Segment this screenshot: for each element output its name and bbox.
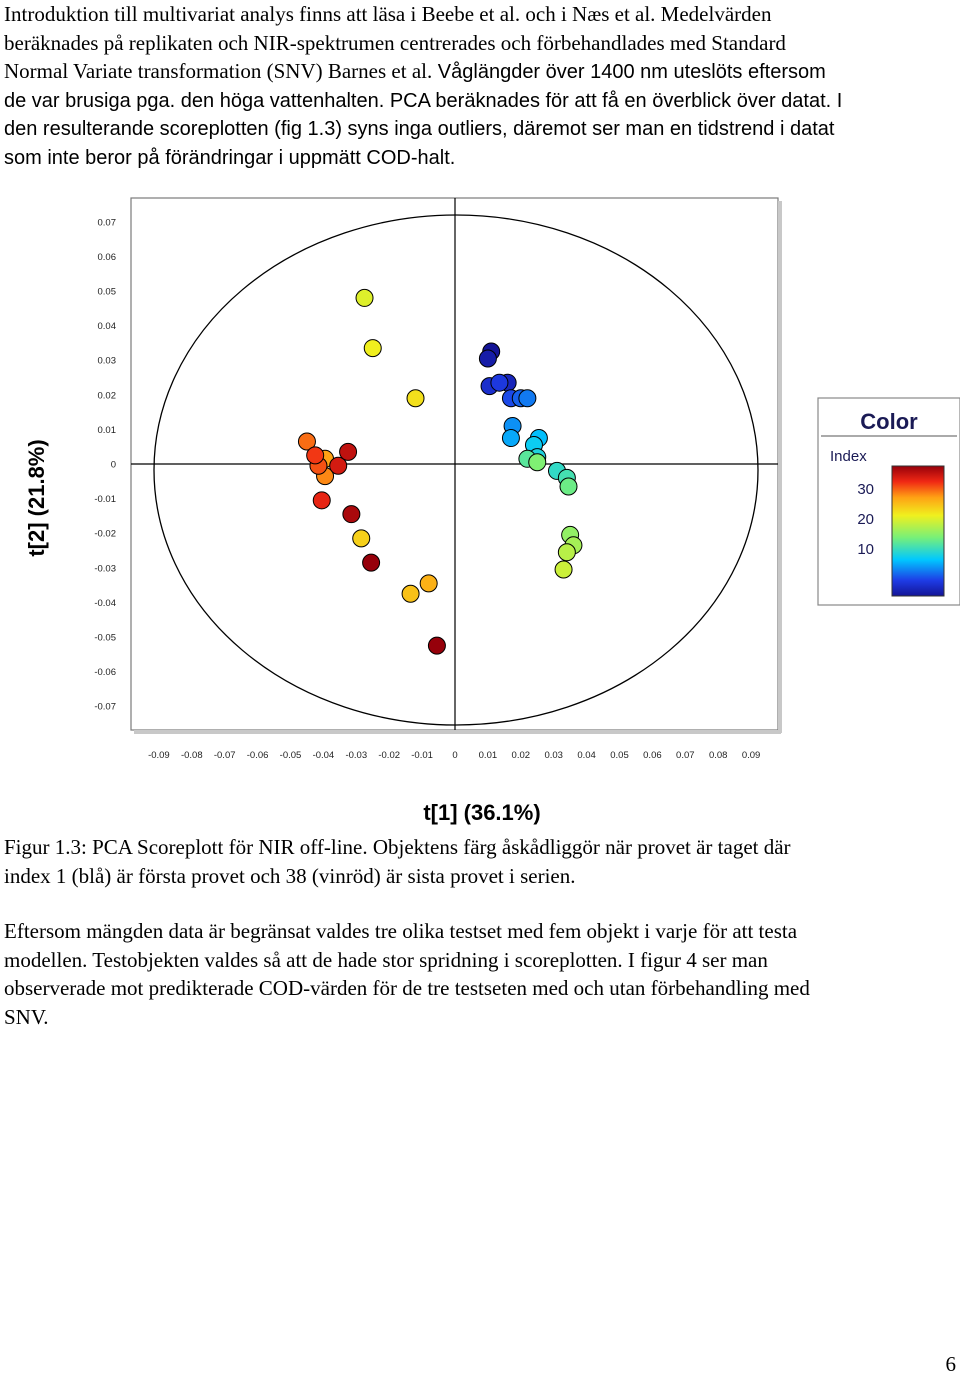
text-line: Introduktion till multivariat analys finns att läsa i Beebe et al. och i Næs et al. Medelvärden [4,2,772,26]
text-fragment: Normal Variate transformation (SNV) Barnes et al. [4,59,433,83]
plot-shadow [778,201,782,733]
y-tick-label: 0 [110,459,116,471]
figure-caption [4,833,954,890]
x-tick-label: 0.05 [610,750,629,761]
x-tick-label: 0.06 [643,750,662,761]
score-point [313,492,330,509]
score-point [529,454,546,471]
score-point [340,443,357,460]
x-tick-label: 0.02 [511,750,531,761]
legend-subtitle: Index [830,448,867,465]
legend-tick-label: 10 [857,541,874,558]
text-line: den resulterande scoreplotten (fig 1.3) syns inga outliers, däremot ser man en tidstrend i datat [4,118,835,140]
text-line: Figur 1.3: PCA Scoreplott för NIR off-line. Objektens färg åskådliggör när provet är taget där [4,835,791,859]
x-tick-label: 0.03 [544,750,563,761]
text-line: observerade mot predikterade COD-värden för de tre testseten med och utan förbehandling med [4,976,810,1000]
legend-tick-label: 30 [857,481,874,498]
x-tick-label: 0 [452,750,458,761]
x-tick-label: 0.08 [708,750,728,761]
y-tick-label: -0.03 [94,563,116,575]
x-tick-label: 0.07 [676,750,695,761]
x-tick-label: -0.05 [279,750,302,761]
text-line: SNV. [4,1004,49,1029]
legend-tick-label: 20 [857,511,874,528]
text-line: de var brusiga pga. den höga vattenhalten. PCA beräknades för att få en överblick över datat. I [4,89,843,112]
legend-color-bar [892,466,944,596]
score-point [491,374,508,391]
text-line [4,57,954,87]
legend-title: Color [860,409,918,434]
body-paragraph [4,917,954,1031]
x-tick-label: -0.07 [213,750,236,761]
x-tick-label: 0.09 [741,750,761,761]
x-axis-label: t[1] (36.1%) [423,800,541,825]
text-line: index 1 (blå) är första provet och 38 (vinröd) är sista provet i serien. [4,863,576,888]
y-tick-label: -0.02 [94,528,116,540]
page-number: 6 [945,1352,956,1376]
score-point [356,289,373,306]
x-tick-label: -0.06 [246,750,269,761]
y-tick-label: 0.03 [97,355,116,367]
plot-shadow [134,730,781,734]
y-tick-label: -0.07 [94,701,116,713]
score-point [307,447,324,464]
score-point [428,637,445,654]
score-point [420,575,437,592]
x-tick-label: -0.03 [345,750,368,761]
score-point [479,350,496,367]
score-point [402,585,419,602]
x-tick-label: 0.01 [478,750,498,761]
y-tick-label: 0.04 [97,321,116,333]
y-tick-label: -0.05 [94,632,116,644]
score-point [502,430,519,447]
y-axis-label: t[2] (21.8%) [24,439,49,557]
y-tick-label: 0.05 [97,286,116,298]
intro-paragraph [4,0,954,172]
score-point [407,390,424,407]
text-line: Eftersom mängden data är begränsat valdes tre olika testset med fem objekt i varje för att testa [4,919,798,943]
x-tick-label: -0.02 [378,750,401,761]
score-point [519,390,536,407]
y-tick-label: -0.04 [94,597,116,609]
y-tick-label: 0.06 [97,251,116,263]
score-point [364,340,381,357]
x-tick-label: -0.08 [180,750,203,761]
legend-divider [821,435,957,437]
text-line: beräknades på replikaten och NIR-spektrumen centrerades och förbehandlades med Standard [4,30,786,55]
y-tick-label: 0.02 [97,390,116,402]
text-line: som inte beror på förändringar i uppmätt COD-halt. [4,146,456,169]
text-line: modellen. Testobjekten valdes så att de hade stor spridning i scoreplotten. I figur 4 ser man [4,947,768,972]
score-point [343,506,360,523]
y-tick-label: 0.07 [97,217,116,229]
y-tick-label: 0.01 [97,424,116,436]
x-tick-label: -0.09 [148,750,170,761]
score-point [363,554,380,571]
pca-score-plot [0,190,960,830]
score-point [353,530,370,547]
text-fragment: Våglängder över 1400 nm uteslöts eftersom [432,61,826,83]
score-point [555,561,572,578]
x-tick-label: 0.04 [577,750,596,761]
score-point [558,544,575,561]
score-point [560,478,577,495]
x-tick-label: -0.04 [312,750,335,761]
x-tick-label: -0.01 [411,750,433,761]
y-tick-label: -0.06 [94,667,116,679]
y-tick-label: -0.01 [94,494,116,506]
